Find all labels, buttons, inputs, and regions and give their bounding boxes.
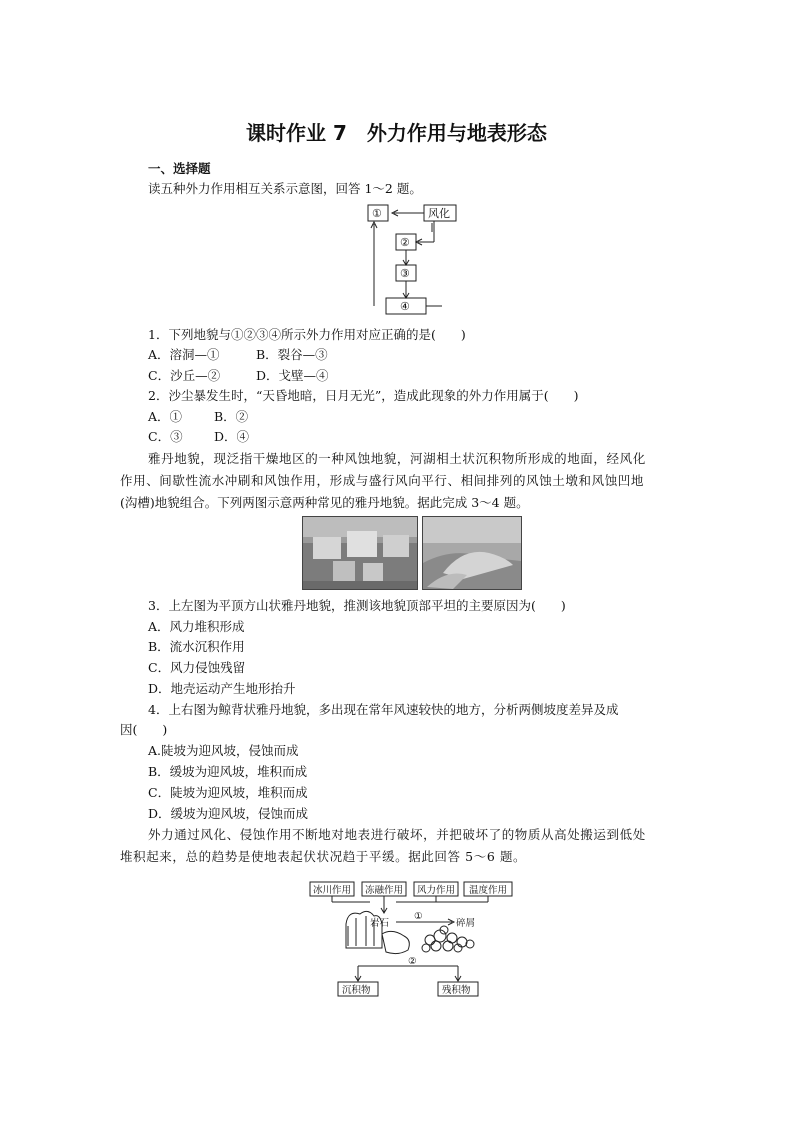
passage-yardang-line1: 雅丹地貌，现泛指干燥地区的一种风蚀地貌，河湖相土状沉积物所形成的地面，经风化 (148, 451, 646, 466)
passage-yardang-line3: (沟槽)地貌组合。下列两图示意两种常见的雅丹地貌。据此完成 3～4 题。 (120, 495, 529, 510)
diagram-label-weathering: 风化 (428, 207, 450, 220)
question-4-option-b[interactable]: B．缓坡为迎风坡，堆积而成 (148, 764, 308, 779)
intro-text: 读五种外力作用相互关系示意图，回答 1～2 题。 (148, 181, 422, 196)
external-forces-diagram (362, 202, 462, 318)
wind-label: 风力作用 (417, 885, 456, 896)
freeze-label: 冻融作用 (365, 885, 404, 896)
passage-yardang-line2: 作用、间歇性流水冲刷和风蚀作用，形成与盛行风向平行、相间排列的风蚀土墩和风蚀凹地 (120, 473, 645, 488)
question-2-option-b[interactable]: B．② (214, 409, 249, 424)
question-4-option-a[interactable]: A.陡坡为迎风坡，侵蚀而成 (148, 743, 299, 758)
page-title: 课时作业 7 外力作用与地表形态 (246, 121, 547, 145)
diagram-label-4: ④ (400, 300, 410, 313)
question-3-option-d[interactable]: D．地壳运动产生地形抬升 (148, 681, 296, 696)
question-3-option-a[interactable]: A．风力堆积形成 (148, 619, 245, 634)
question-4-option-c[interactable]: C．陡坡为迎风坡，堆积而成 (148, 785, 308, 800)
question-4-option-d[interactable]: D．缓坡为迎风坡，侵蚀而成 (148, 806, 309, 821)
glacier-label: 冰川作用 (313, 885, 352, 896)
yardang-whaleback-photo (422, 516, 522, 590)
question-4-stem-line1: 4．上右图为鲸背状雅丹地貌，多出现在常年风速较快的地方，分析两侧坡度差异及成 (148, 702, 619, 717)
temperature-label: 温度作用 (469, 885, 508, 896)
question-2-option-a[interactable]: A．① (148, 409, 183, 424)
question-2-option-d[interactable]: D．④ (214, 429, 250, 444)
diagram-label-1: ① (372, 207, 382, 220)
yardang-mesa-photo (302, 516, 418, 590)
question-2-stem: 2．沙尘暴发生时，“天昏地暗，日月无光”，造成此现象的外力作用属于( ) (148, 388, 579, 403)
question-1-stem: 1．下列地貌与①②③④所示外力作用对应正确的是( ) (148, 327, 466, 342)
question-1-option-d[interactable]: D．戈壁—④ (256, 368, 329, 383)
diagram-label-2: ② (400, 236, 410, 249)
rock-label: 岩石 (370, 918, 390, 929)
question-3-stem: 3．上左图为平顶方山状雅丹地貌，推测该地貌顶部平坦的主要原因为( ) (148, 598, 566, 613)
diagram-label-3: ③ (400, 267, 410, 280)
sediment-label: 沉积物 (342, 985, 371, 996)
residual-label: 残积物 (442, 985, 471, 996)
debris-label: 碎屑 (456, 918, 476, 929)
question-4-stem-line2: 因( ) (120, 722, 168, 737)
section-heading: 一、选择题 (148, 161, 211, 176)
question-3-option-c[interactable]: C．风力侵蚀残留 (148, 660, 246, 675)
weathering-process-diagram (308, 880, 518, 998)
question-1-option-b[interactable]: B．裂谷—③ (256, 347, 328, 362)
question-1-option-c[interactable]: C．沙丘—② (148, 368, 221, 383)
process-1-label: ① (414, 911, 423, 922)
question-1-option-a[interactable]: A．溶洞—① (148, 347, 220, 362)
passage-erosion-line2: 堆积起来，总的趋势是使地表起伏状况趋于平缓。据此回答 5～6 题。 (120, 849, 527, 864)
question-2-option-c[interactable]: C．③ (148, 429, 183, 444)
question-3-option-b[interactable]: B．流水沉积作用 (148, 639, 245, 654)
process-2-label: ② (408, 956, 417, 967)
passage-erosion-line1: 外力通过风化、侵蚀作用不断地对地表进行破坏，并把破坏了的物质从高处搬运到低处 (148, 827, 646, 842)
